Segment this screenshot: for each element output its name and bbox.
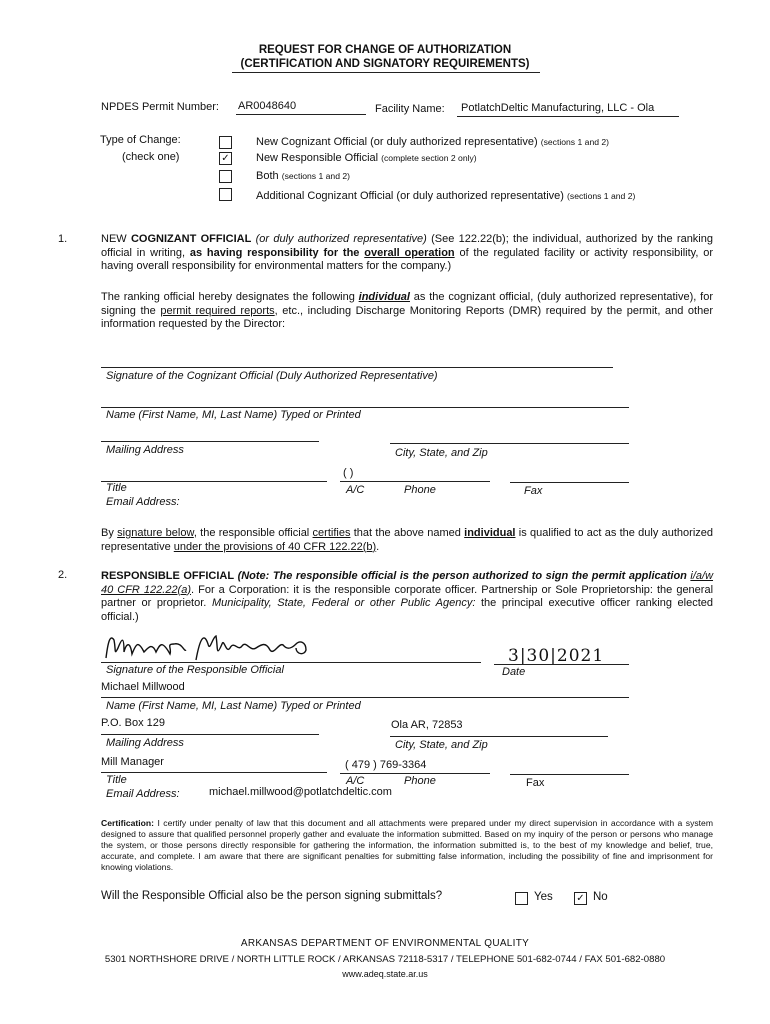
cognizant-area-code-parens: ( ) [343,467,354,479]
cognizant-title-line[interactable] [101,481,327,482]
form-subtitle: (CERTIFICATION AND SIGNATORY REQUIREMENTS) [240,58,530,70]
responsible-signature-label: Signature of the Responsible Official [106,664,284,676]
footer-website[interactable]: www.adeq.state.ar.us [342,969,428,979]
cognizant-fax-line[interactable] [510,482,629,483]
responsible-title-line [101,772,327,773]
responsible-city-line [390,736,608,737]
cognizant-city-line[interactable] [390,443,629,444]
checkmark-icon: ✓ [576,893,585,904]
responsible-phone-label: Phone [404,775,436,787]
responsible-mailing-label: Mailing Address [106,737,184,749]
yes-checkbox[interactable] [515,892,528,905]
responsible-mailing-value[interactable]: P.O. Box 129 [101,717,166,729]
form-title: REQUEST FOR CHANGE OF AUTHORIZATION [258,44,512,56]
section-1-designation: The ranking official hereby designates the following individual as the cognizant official, (duly authorized representative), for signing the permit required reports, etc., including Discharge Monitoring Reports (DMR) required by the permit, and other information requested by the Director: [101,291,713,330]
no-checkbox[interactable] [574,892,587,905]
responsible-phone-line [340,773,490,774]
change-option-2: New Responsible Official (complete section 2 only) [256,152,477,164]
date-value[interactable]: 3|30|2021 [508,646,605,666]
cognizant-city-label: City, State, and Zip [395,447,488,459]
cognizant-title-label: Title [106,482,127,494]
cognizant-mailing-label: Mailing Address [106,444,184,456]
responsible-city-label: City, State, and Zip [395,739,488,751]
checkmark-icon: ✓ [221,153,230,164]
permit-number-line [236,114,366,115]
cognizant-mailing-line[interactable] [101,441,319,442]
cognizant-name-line[interactable] [101,407,629,408]
responsible-email-value[interactable]: michael.millwood@potlatchdeltic.com [209,786,392,798]
responsible-fax-label: Fax [526,777,545,789]
footer-address: 5301 NORTHSHORE DRIVE / NORTH LITTLE ROCK / ARKANSAS 72118-5317 / TELEPHONE 501-682-0744 / FAX 501-682-0880 [104,954,666,965]
change-option-4-checkbox[interactable] [219,188,232,201]
check-one-label: (check one) [122,151,180,163]
footer-agency: ARKANSAS DEPARTMENT OF ENVIRONMENTAL QUALITY [240,938,530,949]
cognizant-fax-label: Fax [524,485,543,497]
section-1-certification: By signature below, the responsible official certifies that the above named individual is qualified to act as the duly authorized representative under the provisions of 40 CFR 122.22(b). [101,527,714,553]
change-option-3: Both (sections 1 and 2) [256,170,351,182]
responsible-name-line [101,697,629,698]
signing-question: Will the Responsible Official also be the person signing submittals? [101,890,443,902]
date-label: Date [502,666,526,678]
section-2-number: 2. [58,569,68,581]
responsible-title-value[interactable]: Mill Manager [101,756,164,768]
yes-label: Yes [534,891,553,903]
responsible-email-label: Email Address: [106,788,180,800]
title-underline [232,72,540,73]
change-option-3-checkbox[interactable] [219,170,232,183]
change-option-4: Additional Cognizant Official (or duly authorized representative) (sections 1 and 2) [256,190,636,202]
facility-name-value[interactable]: PotlatchDeltic Manufacturing, LLC - Ola [461,102,655,114]
change-option-1-checkbox[interactable] [219,136,232,149]
change-option-2-checkbox[interactable] [219,152,232,165]
date-line [494,664,629,665]
responsible-name-label: Name (First Name, MI, Last Name) Typed or Printed [106,700,361,712]
responsible-title-label: Title [106,774,127,786]
section-1-number: 1. [58,233,68,245]
certification-statement: Certification: I certify under penalty of law that this document and all attachments were prepared under my direct supervision in accordance with a system designed to assure that qualified personnel properly gather and evaluate the information submitted. Based on my inquiry of the person or persons who manage the system, or those persons directly responsible for gathering the information, the information submitted is, to the best of my knowledge and belief, true, accurate, and complete. I am aware that there are significant penalties for submitting false information, including the possibility of fine and imprisonment for knowing violations. [101,818,713,872]
section-2-intro: RESPONSIBLE OFFICIAL (Note: The responsible official is the person authorized to sign the permit application i/a/w 40 CFR 122.22(a). For a Corporation: it is the responsible corporate officer. Partnership or Sole Proprietorship: the general partner or proprietor. Municipality, State, Federal or other Public Agency: the principal executive officer ranking elected official.) [101,570,714,623]
cognizant-signature-label: Signature of the Cognizant Official (Duly Authorized Representative) [106,370,438,382]
responsible-ac-label: A/C [346,775,365,787]
cognizant-ac-label: A/C [346,484,365,496]
responsible-mailing-line [101,734,319,735]
facility-name-line [457,116,679,117]
responsible-fax-line [510,774,629,775]
section-1-intro: NEW COGNIZANT OFFICIAL (or duly authorized representative) (See 122.22(b); the individual, authorized by the ranking official in writing, as having responsibility for the overall operation of the regulated facility or activity responsibility, or having overall responsibility for environmental matters for the company.) [101,233,714,272]
responsible-name-value[interactable]: Michael Millwood [101,681,185,693]
change-option-1: New Cognizant Official (or duly authorized representative) (sections 1 and 2) [256,136,610,148]
cognizant-phone-line[interactable] [340,481,490,482]
cognizant-name-label: Name (First Name, MI, Last Name) Typed or Printed [106,409,361,421]
no-label: No [593,891,608,903]
responsible-signature-line [101,662,481,663]
permit-number-value[interactable]: AR0048640 [238,100,297,112]
facility-name-label: Facility Name: [375,103,445,115]
type-of-change-label: Type of Change: [100,134,181,146]
cognizant-phone-label: Phone [404,484,436,496]
permit-number-label: NPDES Permit Number: [101,101,219,113]
cognizant-email-label: Email Address: [106,496,180,508]
responsible-city-value[interactable]: Ola AR, 72853 [391,719,463,731]
responsible-signature[interactable] [100,630,330,666]
responsible-phone-value[interactable]: ( 479 ) 769-3364 [345,759,427,771]
cognizant-signature-line[interactable] [101,367,613,368]
